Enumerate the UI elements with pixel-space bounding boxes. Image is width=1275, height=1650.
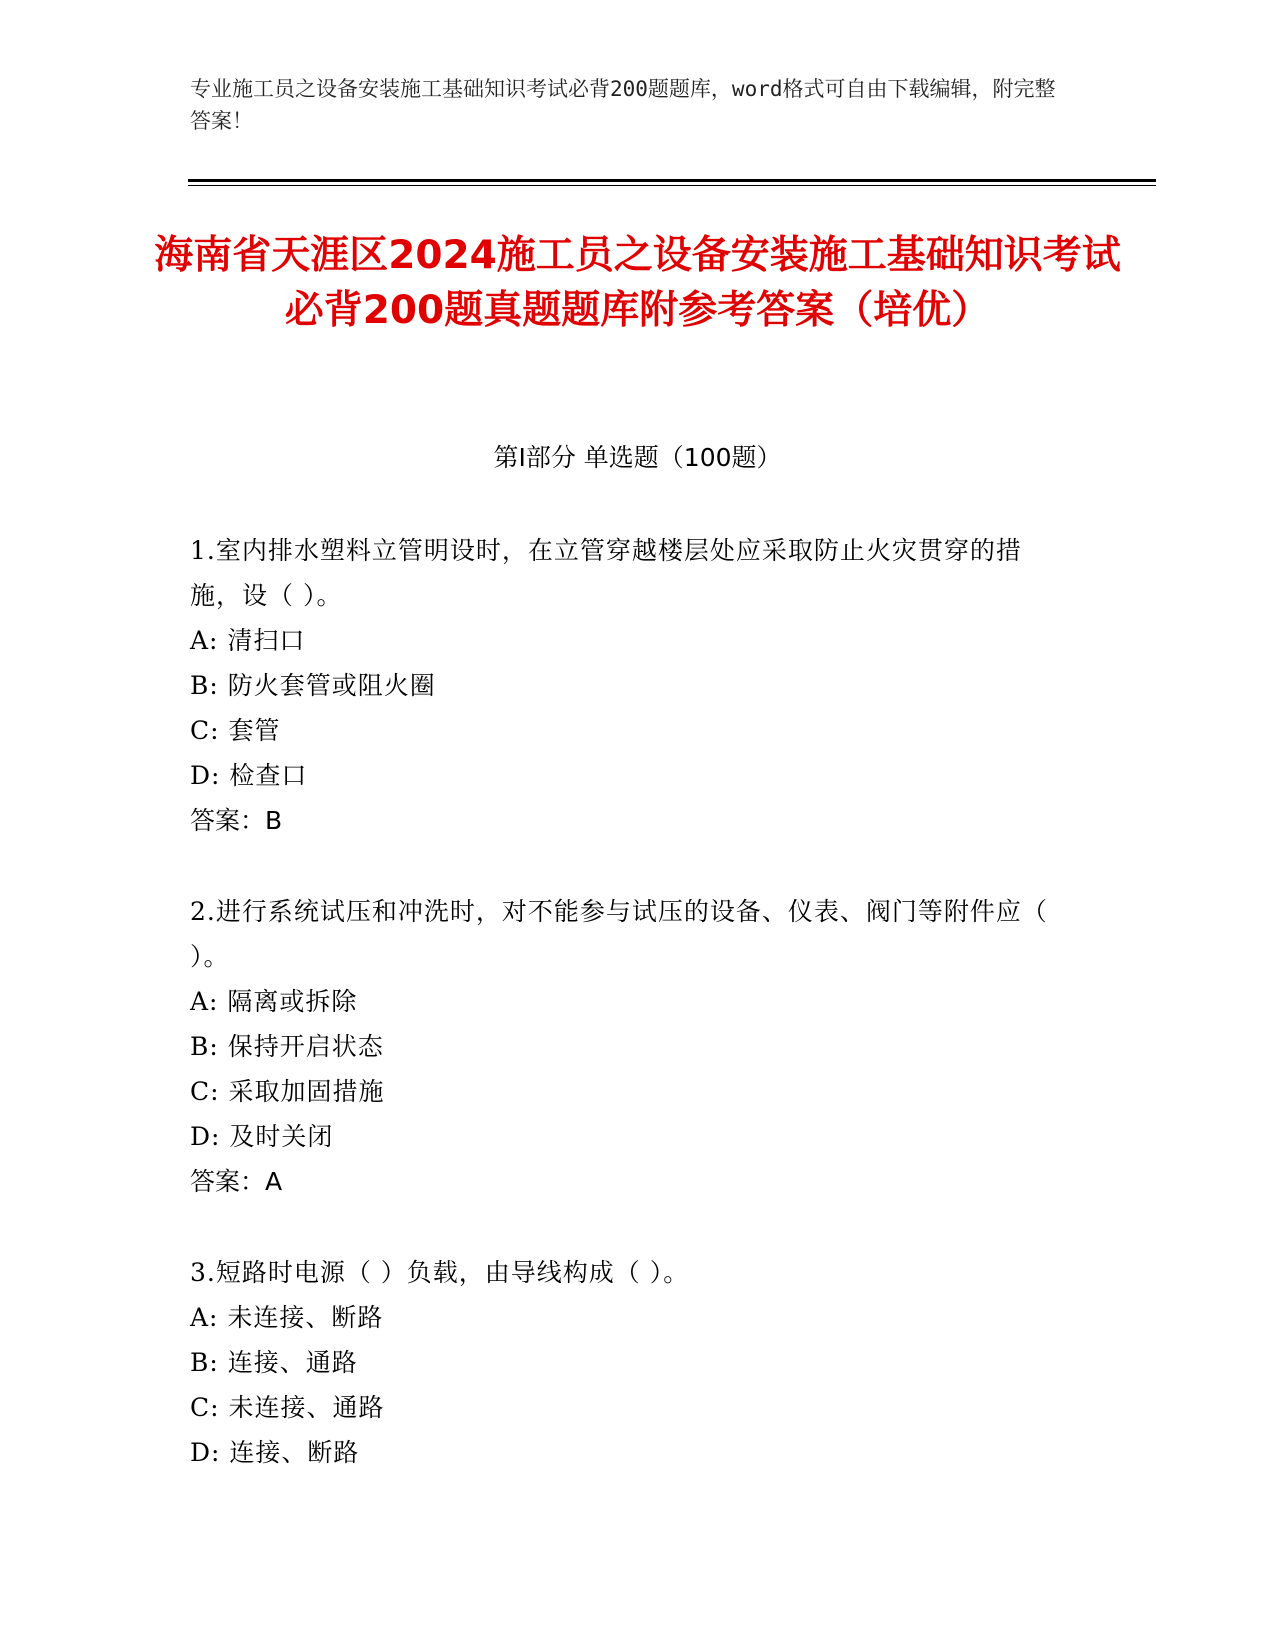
option-d: D: 检查口	[190, 761, 308, 790]
option-a: A: 未连接、断路	[190, 1303, 384, 1332]
answer-line: 答案：A	[190, 1167, 283, 1196]
document-title: 海南省天涯区2024施工员之设备安装施工基础知识考试必背200题真题题库附参考答案（培优）	[154, 233, 1121, 333]
answer-line: 答案：B	[190, 806, 283, 835]
question-1	[190, 528, 1070, 843]
option-b: B: 保持开启状态	[190, 1032, 384, 1061]
option-d: D: 连接、断路	[190, 1438, 360, 1467]
section-title: 第Ⅰ部分 单选题（100题）	[493, 443, 782, 472]
header-divider-thin	[188, 185, 1156, 186]
question-3	[190, 1250, 1070, 1475]
header-note: 专业施工员之设备安装施工基础知识考试必背200题题库，word格式可自由下载编辑，附完整答案！	[190, 77, 1056, 133]
question-stem: 3.短路时电源（ ）负载，由导线构成（ ）。	[190, 1258, 690, 1287]
question-stem: 2.进行系统试压和冲洗时，对不能参与试压的设备、仪表、阀门等附件应（ ）。	[190, 897, 1048, 971]
question-2	[190, 889, 1070, 1204]
question-stem: 1.室内排水塑料立管明设时，在立管穿越楼层处应采取防止火灾贯穿的措施，设（ ）。	[190, 536, 1022, 610]
option-d: D: 及时关闭	[190, 1122, 334, 1151]
option-a: A: 隔离或拆除	[190, 987, 358, 1016]
option-b: B: 连接、通路	[190, 1348, 358, 1377]
option-b: B: 防火套管或阻火圈	[190, 671, 436, 700]
option-c: C: 未连接、通路	[190, 1393, 385, 1422]
header-divider-thick	[188, 179, 1156, 182]
option-c: C: 采取加固措施	[190, 1077, 385, 1106]
option-a: A: 清扫口	[190, 626, 306, 655]
question-list	[190, 528, 1070, 1521]
option-c: C: 套管	[190, 716, 281, 745]
